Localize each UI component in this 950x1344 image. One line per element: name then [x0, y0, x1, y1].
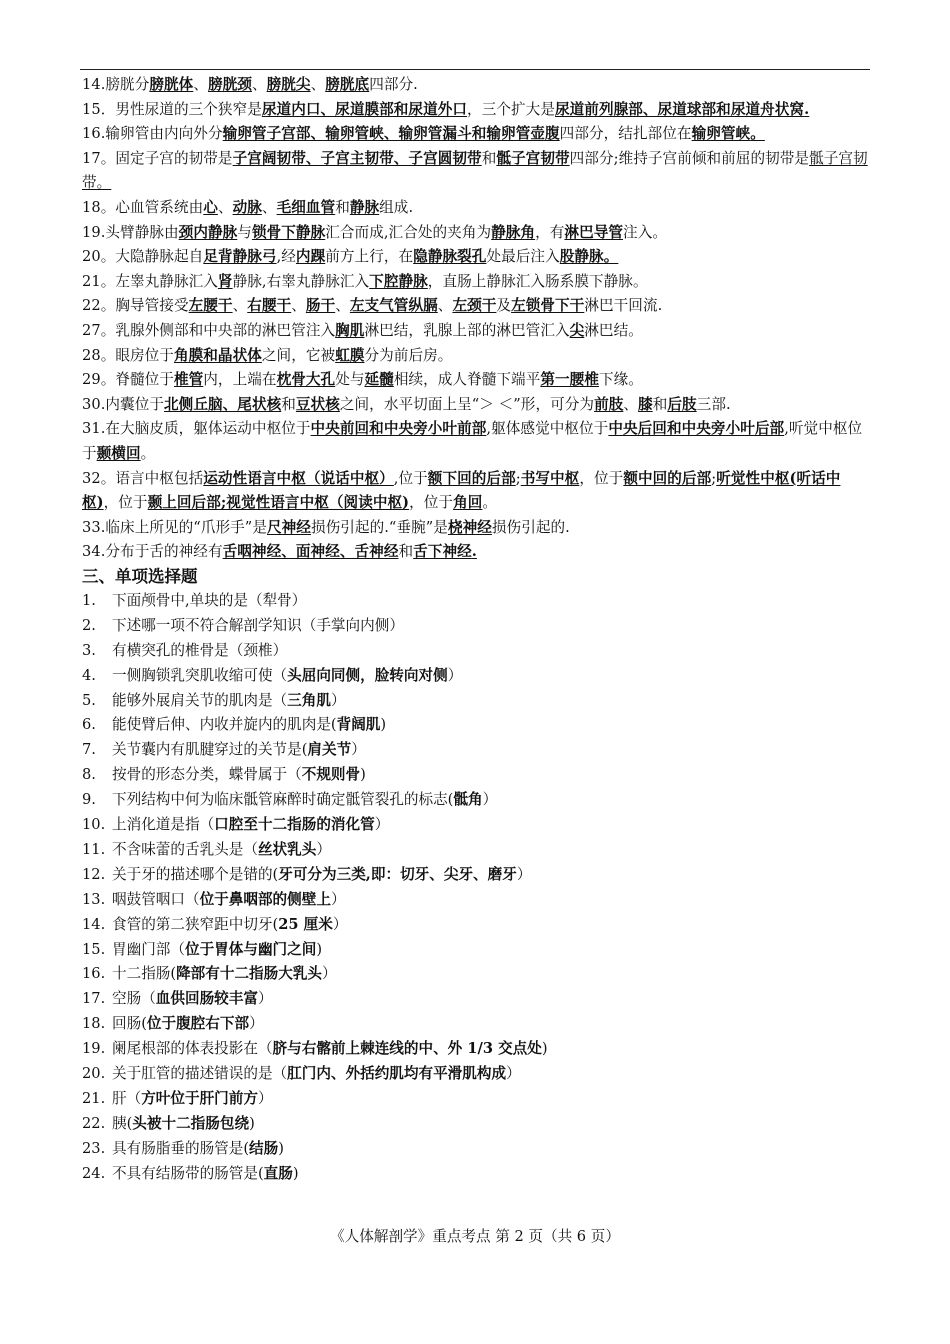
answer-text: 足背静脉弓 [203, 248, 277, 266]
choice-close: ） [330, 691, 346, 709]
question-text: 、 [251, 76, 267, 93]
question-text: 和 [652, 395, 668, 413]
fill-blank-item [82, 221, 872, 246]
question-text: 与 [237, 223, 252, 241]
question-text: 、 [291, 297, 306, 315]
choice-body [112, 1112, 255, 1137]
question-text: 16.输卵管由内向外分 [82, 125, 223, 143]
choice-number: 11. [82, 840, 106, 858]
choice-close: ) [316, 940, 323, 958]
choice-body [112, 788, 497, 813]
choice-item [82, 589, 872, 614]
choice-number: 8. [82, 766, 96, 784]
choice-close: ） [516, 865, 532, 883]
choice-answer: 位于鼻咽部的侧壁上 [199, 890, 331, 908]
answer-text: 尖 [569, 321, 585, 339]
single-choice-list [82, 589, 872, 1187]
question-text: 及 [496, 297, 512, 315]
question-text: ，位于 [103, 494, 148, 512]
choice-body [112, 639, 287, 664]
choice-question: 回肠( [112, 1015, 147, 1033]
choice-close: ) [278, 1139, 284, 1157]
choice-body [112, 1162, 299, 1187]
answer-text: 北侧丘脑、尾状核 [164, 395, 282, 413]
choice-item [82, 614, 872, 639]
question-text: ,听觉中枢位于 [82, 420, 863, 462]
fill-blank-item [82, 417, 872, 466]
answer-text: 前肢 [594, 395, 624, 413]
question-text: 、 [261, 198, 277, 216]
answer-text: 子宫阔韧带、子宫主韧带、子宫圆韧带 [232, 149, 482, 167]
choice-body [112, 713, 386, 738]
choice-question: 不含味蕾的舌乳头是（ [112, 840, 258, 858]
choice-question: 下列结构中何为临床骶管麻醉时确定骶管裂孔的标志( [112, 791, 454, 809]
choice-body [112, 987, 273, 1012]
choice-number: 9. [82, 791, 96, 809]
question-text: 前方上行，在 [325, 248, 414, 266]
choice-number: 1. [82, 591, 96, 609]
question-text: 四部分，结扎部位在 [559, 125, 692, 143]
choice-close: ） [351, 741, 366, 759]
fill-blank-item [82, 98, 872, 123]
choice-close: ） [374, 816, 390, 834]
choice-body [112, 614, 404, 639]
question-text: 21。左睾丸静脉汇入 [82, 272, 218, 290]
choice-answer: 方叶位于肝门前方 [141, 1090, 258, 1107]
question-text: 19.头臂静脉由 [82, 223, 179, 241]
choice-body [112, 813, 389, 838]
answer-text: 静脉 [349, 198, 380, 216]
choice-number: 14. [82, 915, 106, 933]
choice-item [82, 763, 872, 788]
choice-close: ） [482, 791, 498, 809]
answer-text: 椎管 [173, 371, 204, 389]
choice-question: 能使臂后伸、内收并旋内的肌肉是( [112, 716, 337, 734]
answer-text: 肠干 [305, 297, 336, 315]
question-text: 四部分;维持子宫前倾和前屈的韧带是 [569, 149, 810, 167]
choice-close: ） [316, 840, 331, 858]
choice-question: 胰( [112, 1114, 133, 1132]
question-text: 18。心血管系统由 [82, 198, 204, 216]
answer-text: 尿道前列腺部、尿道球部和尿道舟状窝 [554, 100, 805, 118]
question-text: 14.膀胱分 [82, 76, 150, 93]
choice-number: 18. [82, 1015, 106, 1033]
answer-text: 左腰干 [188, 297, 233, 315]
choice-question: 肝（ [112, 1090, 142, 1107]
answer-text: 下腔静脉 [369, 272, 428, 290]
question-text: 20。大隐静脉起自 [82, 248, 204, 266]
answer-text: 左颈干 [452, 297, 497, 315]
question-text: 28。眼房位于 [82, 346, 174, 364]
choice-item [82, 913, 872, 938]
question-text: 、 [193, 76, 208, 93]
question-text: 和 [335, 198, 350, 216]
question-text: ,经 [276, 248, 296, 266]
question-text: 、 [232, 297, 248, 315]
answer-text: 延髓 [364, 371, 394, 389]
question-text: 损伤引起的. [491, 518, 570, 536]
fill-in-blank-list [82, 73, 872, 565]
choice-number: 15. [82, 940, 106, 958]
answer-text: 胸肌 [335, 321, 365, 339]
choice-number: 6. [82, 716, 96, 734]
answer-text: 枕骨大孔 [276, 371, 336, 389]
question-text: 。 [140, 444, 156, 462]
question-text: ; [711, 469, 717, 487]
choice-item [82, 962, 872, 987]
choice-number: 12. [82, 865, 106, 883]
answer-text: 左支气管纵膈 [349, 297, 438, 315]
choice-close: ) [360, 766, 366, 784]
choice-item [82, 639, 872, 664]
answer-text: 股静脉。 [559, 248, 619, 266]
choice-answer: 降部有十二指肠大乳头 [176, 965, 323, 983]
choice-number: 23. [82, 1139, 106, 1157]
choice-item [82, 863, 872, 888]
choice-question: 关于肛管的描述错误的是（ [112, 1065, 288, 1083]
answer-text: . [804, 100, 810, 118]
question-text: 淋巴结。 [584, 321, 643, 339]
question-text: 处与 [335, 371, 365, 389]
fill-blank-item [82, 393, 872, 418]
choice-answer: 直肠 [263, 1164, 293, 1182]
choice-number: 13. [82, 890, 106, 908]
fill-blank-item [82, 467, 872, 516]
question-text: 、 [217, 198, 233, 216]
choice-item [82, 888, 872, 913]
answer-text: 角回 [453, 494, 483, 512]
choice-item [82, 1137, 872, 1162]
answer-text: 角膜和晶状体 [173, 346, 262, 364]
answer-text: 颈内静脉 [178, 223, 238, 241]
choice-body [112, 913, 347, 938]
question-text: 17。固定子宫的韧带是 [82, 149, 233, 167]
answer-text: 虹膜 [335, 346, 365, 364]
answer-text: 毛细血管 [276, 198, 336, 216]
question-text: ，位于 [409, 494, 454, 512]
choice-item [82, 738, 872, 763]
answer-text: 书写中枢 [520, 469, 580, 487]
question-text: 内，上端在 [203, 371, 277, 389]
choice-answer: 头屈向同侧，脸转向对侧 [287, 666, 448, 684]
question-text: 四部分. [369, 76, 418, 93]
question-text: 汇合而成,汇合处的夹角为 [325, 223, 492, 241]
choice-answer: 脐与右髂前上棘连线的中、外 1/3 交点处 [272, 1040, 542, 1058]
choice-number: 3. [82, 641, 96, 659]
choice-number: 2. [82, 616, 96, 634]
question-text: 相续，成人脊髓下端平 [393, 371, 541, 389]
question-text: 分为前后房。 [364, 346, 453, 364]
answer-text: 输卵管子宫部、输卵管峡、输卵管漏斗和输卵管壶腹 [222, 125, 560, 143]
choice-answer: 位于胃体与幽门之间 [184, 940, 317, 958]
question-text: 22。胸导管接受 [82, 297, 189, 315]
question-text: 、 [335, 297, 350, 315]
choice-question: 上消化道是指（ [112, 816, 215, 834]
choice-body [112, 689, 346, 714]
answer-text: 膀胱尖 [266, 76, 311, 93]
answer-text: 心 [203, 198, 218, 216]
answer-text: 左锁骨下干 [511, 297, 585, 315]
choice-close: ） [291, 591, 307, 609]
question-text: 、 [623, 395, 639, 413]
answer-text: 右腰干 [247, 297, 292, 315]
answer-text: 尿道内口、尿道膜部和尿道外口 [261, 100, 468, 118]
answer-text: 骶子宫韧带 [496, 149, 570, 167]
answer-text: 中央前回和中央旁小叶前部 [310, 420, 487, 438]
choice-close: ） [447, 666, 463, 684]
question-text: ,位于 [393, 469, 428, 487]
choice-close: ） [330, 890, 346, 908]
choice-close: ） [332, 915, 348, 933]
answer-text: 内踝 [295, 248, 326, 266]
choice-question: 胃幽门部（ [112, 940, 185, 958]
choice-question: 关于牙的描述哪个是错的( [112, 865, 279, 883]
choice-body [112, 664, 462, 689]
choice-body [112, 1037, 548, 1062]
choice-item [82, 1012, 872, 1037]
choice-close: ) [249, 1114, 255, 1132]
answer-text: 锁骨下静脉 [251, 223, 326, 241]
section-title: 三、单项选择题 [82, 566, 198, 586]
choice-close: ） [257, 1090, 273, 1107]
choice-item [82, 813, 872, 838]
answer-text: 听觉性中枢(听话中枢) [82, 469, 841, 512]
answer-text: 膀胱底 [325, 76, 370, 93]
answer-text: 动脉 [232, 198, 262, 216]
choice-close: ） [249, 1015, 264, 1033]
choice-item [82, 1162, 872, 1187]
question-text: 处最后注入 [486, 248, 560, 266]
choice-close: ） [272, 641, 288, 659]
choice-number: 21. [82, 1090, 106, 1107]
answer-text: 豆状核 [295, 395, 340, 413]
fill-blank-item [82, 368, 872, 393]
question-text: 组成. [379, 198, 414, 216]
choice-body [112, 1012, 264, 1037]
choice-answer: 不规则骨 [301, 766, 361, 784]
question-text: 、 [437, 297, 453, 315]
question-text: 和 [398, 543, 414, 561]
fill-blank-item [82, 147, 872, 196]
choice-question: 下述哪一项不符合解剖学知识（ [112, 616, 317, 634]
answer-text: 静脉角 [491, 223, 536, 241]
choice-item [82, 1062, 872, 1087]
choice-answer: 25 厘米 [278, 915, 333, 933]
fill-blank-item [82, 245, 872, 270]
question-text: 淋巴结，乳腺上部的淋巴管汇入 [364, 321, 570, 339]
choice-close: ) [292, 1164, 299, 1182]
question-text: ，直肠上静脉汇入肠系膜下静脉。 [427, 272, 648, 290]
choice-question: 咽鼓管咽口（ [112, 890, 200, 908]
choice-question: 空肠（ [112, 990, 156, 1008]
choice-answer: 肛门内、外括约肌均有平滑肌构成 [287, 1065, 507, 1083]
choice-body [112, 888, 346, 913]
answer-text: 后肢 [667, 395, 697, 413]
choice-item [82, 1087, 872, 1112]
choice-close: ） [257, 990, 273, 1008]
question-text: ，位于 [579, 469, 624, 487]
question-text: 32。语言中枢包括 [82, 469, 204, 487]
choice-answer: 骶角 [453, 791, 483, 809]
fill-blank-item [82, 516, 872, 541]
choice-answer: 头被十二指肠包绕 [132, 1114, 250, 1132]
choice-answer: 手掌向内侧 [316, 616, 390, 634]
choice-body [112, 1087, 273, 1112]
choice-item [82, 1037, 872, 1062]
choice-question: 关节囊内有肌腱穿过的关节是( [112, 741, 308, 759]
question-text: 30.内囊位于 [82, 395, 165, 413]
answer-text: 淋巴导管 [564, 223, 624, 241]
choice-body [112, 863, 531, 888]
choice-answer: 丝状乳头 [257, 840, 317, 858]
answer-text: 颞横回 [96, 444, 141, 462]
fill-blank-item [82, 122, 872, 147]
choice-body [112, 763, 366, 788]
choice-answer: 肩关节 [307, 741, 352, 759]
choice-question: 下面颅骨中,单块的是（ [112, 591, 263, 609]
choice-close: ） [506, 1065, 521, 1083]
fill-blank-item [82, 294, 872, 319]
choice-answer: 背阔肌 [336, 716, 381, 734]
choice-question: 十二指肠( [112, 965, 177, 983]
question-text: 损伤引起的.“垂腕”是 [310, 518, 448, 536]
choice-number: 10. [82, 816, 106, 834]
choice-item [82, 788, 872, 813]
choice-item [82, 987, 872, 1012]
answer-text: 额中回的后部 [623, 469, 712, 487]
question-text: 、 [310, 76, 326, 93]
choice-answer: 颈椎 [243, 641, 273, 659]
choice-body [112, 1062, 521, 1087]
choice-close: ) [380, 716, 387, 734]
choice-question: 能够外展肩关节的肌肉是（ [112, 691, 288, 709]
answer-text: 膀胱颈 [207, 76, 252, 93]
question-text: 31.在大脑皮质，躯体运动中枢位于 [82, 420, 311, 438]
choice-question: 按骨的形态分类，蝶骨属于（ [112, 766, 302, 784]
question-text: 静脉,右睾丸静脉汇入 [232, 272, 370, 290]
choice-question: 不具有结肠带的肠管是( [112, 1164, 264, 1182]
choice-number: 16. [82, 965, 106, 983]
choice-question: 有横突孔的椎骨是（ [112, 641, 244, 659]
fill-blank-item [82, 344, 872, 369]
question-text: 下缘。 [598, 371, 643, 389]
question-text: 三部. [696, 395, 731, 413]
choice-close: ) [541, 1040, 548, 1058]
answer-text: 颞上回后部;视觉性语言中枢（阅读中枢) [147, 494, 410, 512]
choice-question: 阑尾根部的体表投影在（ [112, 1040, 273, 1058]
question-text: 。 [482, 494, 498, 512]
question-text: 之间，水平切面上呈“＞ ＜”形，可分为 [339, 395, 595, 413]
question-text: ; [515, 469, 521, 487]
question-text: 和 [481, 149, 497, 167]
choice-body [112, 589, 306, 614]
choice-item [82, 1112, 872, 1137]
choice-body [112, 838, 331, 863]
choice-item [82, 938, 872, 963]
answer-text: 第一腰椎 [540, 371, 599, 389]
choice-number: 4. [82, 666, 96, 684]
choice-item [82, 838, 872, 863]
answer-text: 桡神经 [447, 518, 492, 536]
question-text: 之间，它被 [261, 346, 336, 364]
question-text: 33.临床上所见的“爪形手”是 [82, 518, 267, 536]
choice-answer: 牙可分为三类,即：切牙、尖牙、磨牙 [278, 865, 517, 883]
choice-body [112, 962, 337, 987]
choice-number: 17. [82, 990, 106, 1008]
question-text: 34.分布于舌的神经有 [82, 543, 223, 561]
choice-number: 24. [82, 1164, 106, 1182]
choice-answer: 犁骨 [262, 591, 292, 609]
choice-answer: 三角肌 [287, 691, 331, 709]
choice-item [82, 689, 872, 714]
choice-number: 22. [82, 1114, 106, 1132]
answer-text: 中央后回和中央旁小叶后部 [608, 420, 785, 438]
answer-text: 隐静脉裂孔 [413, 248, 487, 266]
answer-text: . [471, 543, 477, 561]
question-text: 27。乳腺外侧部和中央部的淋巴管注入 [82, 321, 336, 339]
choice-question: 一侧胸锁乳突肌收缩可使（ [112, 666, 288, 684]
choice-question: 食管的第二狭窄距中切牙( [112, 915, 279, 933]
answer-text: 额下回的后部 [427, 469, 516, 487]
header-rule [80, 69, 870, 70]
choice-item [82, 713, 872, 738]
question-text: 和 [281, 395, 296, 413]
answer-text: 骶子宫韧带。 [82, 149, 868, 192]
question-text: ，有 [535, 223, 565, 241]
page-content [82, 73, 872, 1187]
answer-text: 。 [750, 125, 765, 143]
choice-answer: 口腔至十二指肠的消化管 [214, 816, 375, 834]
fill-blank-item [82, 540, 872, 565]
choice-number: 19. [82, 1040, 106, 1058]
choice-close: ） [322, 965, 337, 983]
question-text: ，三个扩大是 [467, 100, 555, 118]
answer-text: 舌咽神经、面神经、舌神经 [222, 543, 399, 561]
answer-text: 膀胱体 [149, 76, 194, 93]
question-text: 15．男性尿道的三个狭窄是 [82, 100, 262, 118]
choice-question: 具有肠脂垂的肠管是( [112, 1139, 250, 1157]
answer-text: 输卵管峡 [691, 125, 751, 143]
choice-answer: 结肠 [249, 1139, 279, 1157]
choice-answer: 血供回肠较丰富 [155, 990, 258, 1008]
choice-number: 5. [82, 691, 96, 709]
choice-body [112, 938, 322, 963]
question-text: ,躯体感觉中枢位于 [486, 420, 609, 438]
choice-number: 7. [82, 741, 96, 759]
question-text: 淋巴干回流. [584, 297, 663, 315]
page-footer: 《人体解剖学》重点考点 第 2 页（共 6 页） [330, 1228, 620, 1245]
answer-text: 运动性语言中枢（说话中枢） [203, 469, 394, 487]
choice-body [112, 1137, 284, 1162]
choice-item [82, 664, 872, 689]
answer-text: 膝 [638, 395, 653, 413]
choice-body [112, 738, 366, 763]
question-text: 29。脊髓位于 [82, 371, 174, 389]
answer-text: 尺神经 [266, 518, 311, 536]
fill-blank-item [82, 196, 872, 221]
choice-answer: 位于腹腔右下部 [146, 1015, 250, 1033]
answer-text: 舌下神经 [413, 543, 472, 561]
choice-close: ） [389, 616, 404, 634]
question-text: 注入。 [623, 223, 668, 241]
fill-blank-item [82, 270, 872, 295]
choice-number: 20. [82, 1065, 106, 1083]
fill-blank-item [82, 319, 872, 344]
answer-text: 肾 [217, 272, 233, 290]
fill-blank-item [82, 73, 872, 98]
